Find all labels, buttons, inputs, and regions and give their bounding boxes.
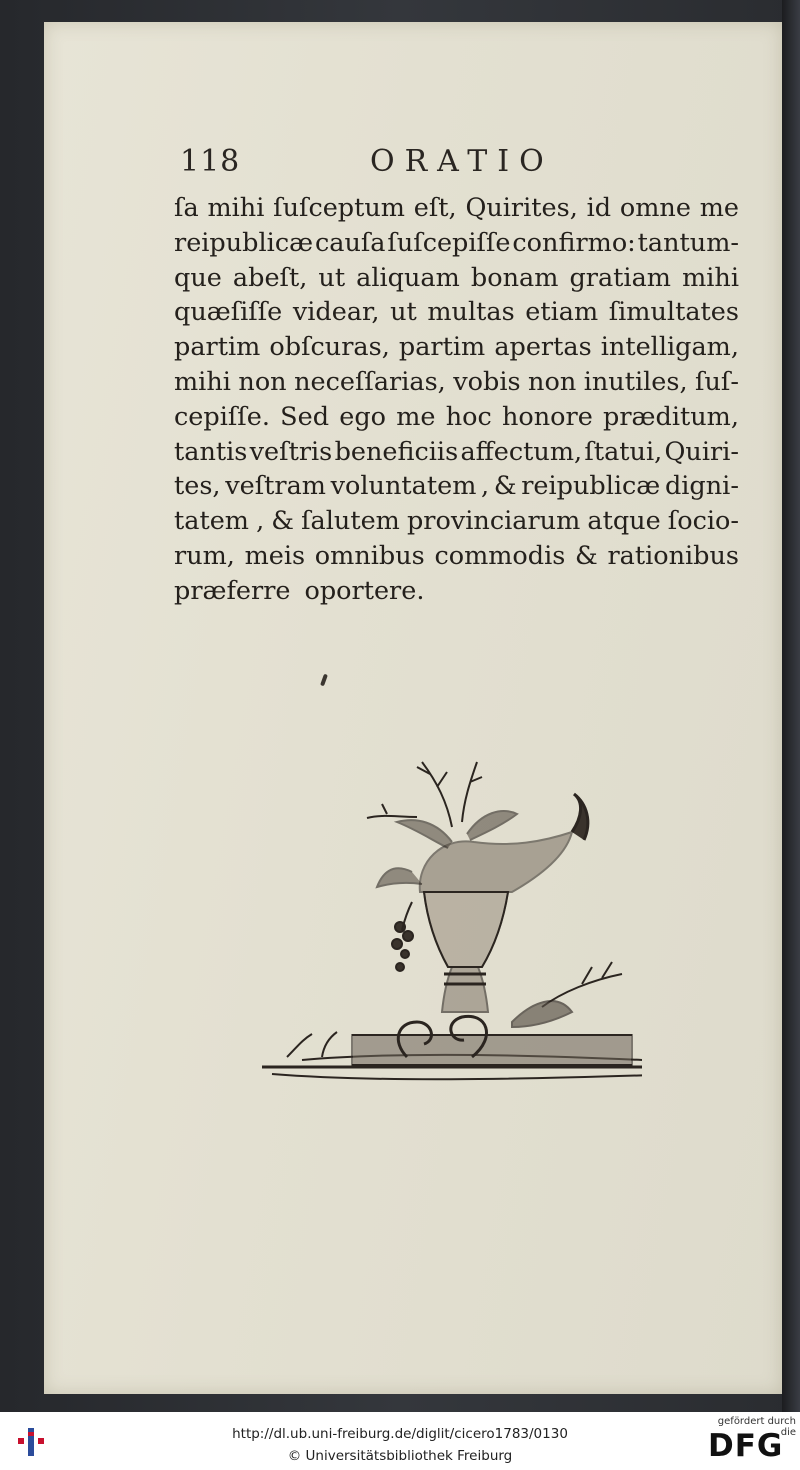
word: præferre xyxy=(174,575,291,606)
word: ſuſ- xyxy=(695,366,739,397)
word: tantum- xyxy=(637,227,739,258)
word: , xyxy=(256,506,265,537)
word: ſtatui, xyxy=(584,436,663,467)
word: honore xyxy=(501,401,593,432)
word: affectum, xyxy=(460,436,583,467)
text-line xyxy=(174,261,739,296)
word: videar, xyxy=(292,297,380,328)
word: gratiam xyxy=(569,262,671,293)
word: partim xyxy=(398,332,486,363)
text-line xyxy=(174,539,739,574)
word: meis xyxy=(244,540,306,571)
page-number: 118 xyxy=(180,144,241,179)
word: rum, xyxy=(174,540,235,571)
body-text xyxy=(174,191,739,609)
word: commodis xyxy=(434,540,566,571)
word: tantis xyxy=(174,436,248,467)
dfg-logo: DFG xyxy=(708,1428,784,1464)
word: atque xyxy=(587,506,661,537)
word: neceſſarias, xyxy=(294,366,446,397)
word: ſimultates xyxy=(608,297,739,328)
word: cauſa xyxy=(314,227,386,258)
word: tes, xyxy=(174,471,221,502)
word: confirmo: xyxy=(512,227,636,258)
word: & xyxy=(575,540,598,571)
word: beneficiis xyxy=(334,436,459,467)
word: partim xyxy=(174,332,261,363)
word: quæſiſſe xyxy=(174,297,283,328)
word: bonam xyxy=(470,262,559,293)
word: veſtris xyxy=(249,436,333,467)
urn-vignette xyxy=(212,722,642,1082)
word: me xyxy=(396,401,436,432)
text-line xyxy=(174,400,739,435)
word: que xyxy=(174,262,222,293)
ink-mark xyxy=(320,674,328,687)
funder-caption: gefördert durch die xyxy=(717,1416,796,1438)
word: veſtram xyxy=(225,471,326,502)
word: reipublicæ xyxy=(174,227,314,258)
word: ſocio- xyxy=(667,506,739,537)
word: & xyxy=(271,506,294,537)
word: cepiſſe. xyxy=(174,401,270,432)
word: oportere. xyxy=(304,575,425,606)
running-head: ORATIO xyxy=(370,144,554,179)
word: , xyxy=(481,471,490,502)
page-header xyxy=(44,134,782,184)
word: non xyxy=(528,366,577,397)
word: ſalutem xyxy=(301,506,400,537)
viewer-footer xyxy=(0,1412,800,1470)
word: digni- xyxy=(664,471,739,502)
word: etiam xyxy=(525,297,599,328)
word: abeſt, xyxy=(232,262,308,293)
text-line xyxy=(174,574,739,609)
word: mihi xyxy=(682,262,739,293)
book-page xyxy=(44,22,782,1394)
word: Quirites, xyxy=(465,193,578,223)
word: vobis xyxy=(453,366,521,397)
text-line xyxy=(174,295,739,330)
word: eſt, xyxy=(413,193,457,223)
word: non xyxy=(238,366,287,397)
word: Quiri- xyxy=(664,436,739,467)
word: mihi xyxy=(207,193,265,223)
word: omne xyxy=(619,193,691,223)
word: inutiles, xyxy=(583,366,688,397)
text-line xyxy=(174,469,739,504)
word: ut xyxy=(390,297,417,328)
text-line xyxy=(174,504,739,539)
word: obſcuras, xyxy=(269,332,390,363)
word: ſuſceptum xyxy=(273,193,405,223)
word: provinciarum xyxy=(406,506,581,537)
word: præditum, xyxy=(603,401,739,432)
word: id xyxy=(586,193,612,223)
word: me xyxy=(699,193,739,223)
word: reipublicæ xyxy=(521,471,661,502)
copyright-notice: © Universitätsbibliothek Freiburg xyxy=(287,1448,513,1464)
permalink-url[interactable]: http://dl.ub.uni-freiburg.de/diglit/cicero1783/0130 xyxy=(232,1426,568,1442)
text-line xyxy=(174,191,739,226)
text-line xyxy=(174,330,739,365)
word: & xyxy=(493,471,517,502)
text-line xyxy=(174,435,739,470)
word: apertas xyxy=(494,332,592,363)
word: tatem xyxy=(174,506,249,537)
word: multas xyxy=(427,297,515,328)
word: ego xyxy=(339,401,387,432)
word: ut xyxy=(318,262,346,293)
word: intelligam, xyxy=(600,332,739,363)
word: hoc xyxy=(445,401,492,432)
word: rationibus xyxy=(607,540,739,571)
text-line xyxy=(174,226,739,261)
word: ſuſcepiſſe xyxy=(387,227,511,258)
word: Sed xyxy=(280,401,330,432)
word: omnibus xyxy=(314,540,425,571)
word: aliquam xyxy=(356,262,460,293)
word: ſa xyxy=(174,193,199,223)
word: mihi xyxy=(174,366,231,397)
word: voluntatem xyxy=(330,471,477,502)
text-line xyxy=(174,365,739,400)
book-spine xyxy=(782,0,800,1412)
